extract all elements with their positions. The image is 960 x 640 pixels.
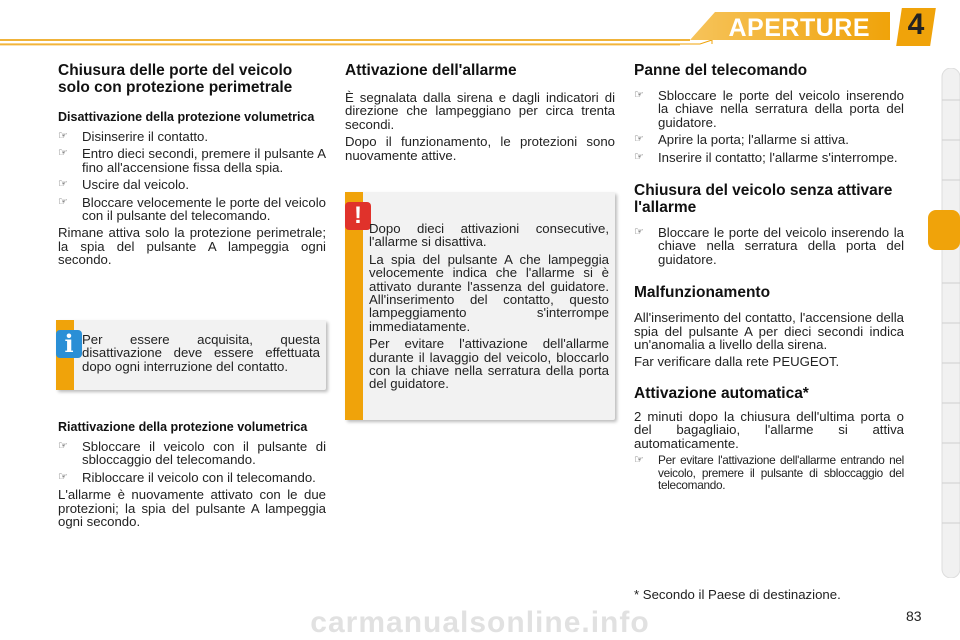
section-title: Attivazione dell'allarme xyxy=(345,62,517,79)
chapter-number: 4 xyxy=(907,8,925,41)
pointing-hand-icon: ☞ xyxy=(58,130,68,142)
chapter-title: APERTURE xyxy=(728,14,870,42)
paragraph: Dopo dieci attivazioni consecutive, l'allarme si disattiva. xyxy=(369,221,609,250)
paragraph: All'inserimento del contatto, l'accensione della spia del pulsante A per dieci secondi indica un'anomalia a livello della sirena. xyxy=(634,310,904,353)
paragraph: La spia del pulsante A che lampeggia velocemente indica che l'allarme si è attivato durante l'assenza del guidatore. All'inserimento del contatto, questo lampeggiamento s'interrompe immediatamente. xyxy=(369,251,609,334)
pointing-hand-icon: ☞ xyxy=(634,89,644,101)
warning-text xyxy=(369,222,609,391)
pointing-hand-icon: ☞ xyxy=(634,150,644,163)
paragraph: Per evitare l'attivazione dell'allarme durante il lavaggio del veicolo, bloccarlo con la chiave nella serratura della porta del guidatore. xyxy=(369,336,609,392)
footnote: * Secondo il Paese di destinazione. xyxy=(634,587,841,602)
list-item: ☞ Ribloccare il veicolo con il telecomando. xyxy=(58,469,316,485)
paragraph: Rimane attiva solo la protezione perimetrale; la spia del pulsante A lampeggia ogni secondo. xyxy=(58,225,326,268)
pointing-hand-icon: ☞ xyxy=(634,133,644,146)
column-left xyxy=(58,62,326,267)
info-box xyxy=(56,320,326,390)
steps-list xyxy=(58,130,326,222)
watermark xyxy=(0,606,960,640)
list-item: ☞ Disinserire il contatto. xyxy=(58,129,209,144)
paragraph: È segnalata dalla sirena e dagli indicatori di direzione che lampeggiano per circa trenta secondi. xyxy=(345,90,615,132)
pointing-hand-icon: ☞ xyxy=(58,440,68,452)
list-item: ☞ Bloccare le porte del veicolo inserendo la chiave nella serratura della porta del guidatore. xyxy=(634,225,904,267)
pointing-hand-icon: ☞ xyxy=(58,195,68,208)
section-title: Attivazione automatica* xyxy=(634,384,809,402)
list-item: ☞ Sbloccare le porte del veicolo inserendo la chiave nella serratura della porta del guidatore. xyxy=(634,88,904,130)
pointing-hand-icon: ☞ xyxy=(58,470,68,483)
warning-box xyxy=(345,192,615,420)
list-item: ☞ Per evitare l'attivazione dell'allarme entrando nel veicolo, premere il pulsante di sbloccaggio del telecomando. xyxy=(634,453,904,492)
paragraph: L'allarme è nuovamente attivato con le due protezioni; la spia del pulsante A lampeggia ogni secondo. xyxy=(58,487,326,530)
pointing-hand-icon: ☞ xyxy=(58,147,68,160)
list-item: ☞ Uscire dal veicolo. xyxy=(58,177,190,193)
chapter-tabs xyxy=(928,68,960,578)
steps-list xyxy=(634,89,904,164)
exclamation-icon: ! xyxy=(345,202,371,230)
paragraph: Far verificare dalla rete PEUGEOT. xyxy=(634,354,840,370)
paragraph: 2 minuti dopo la chiusura dell'ultima porta o del bagagliaio, l'allarme si attiva automaticamente. xyxy=(634,408,904,451)
page-number: 83 xyxy=(906,608,922,624)
section-title: Chiusura del veicolo senza attivare l'allarme xyxy=(634,182,893,217)
watermark-text: carmanualsonline.info xyxy=(310,606,650,639)
subsection-title: Riattivazione della protezione volumetrica xyxy=(58,420,308,434)
section-title: Chiusura delle porte del veicolo solo con protezione perimetrale xyxy=(58,62,293,96)
section-title: Panne del telecomando xyxy=(634,62,808,79)
subsection-title: Disattivazione della protezione volumetrica xyxy=(58,110,315,124)
list-item: ☞ Sbloccare il veicolo con il pulsante di sbloccaggio del telecomando. xyxy=(58,439,326,468)
info-text: Per essere acquisita, questa disattivazione deve essere effettuata dopo ogni interruzione del contatto. xyxy=(82,332,320,374)
list-item: ☞ Entro dieci secondi, premere il pulsante A fino all'accensione fissa della spia. xyxy=(58,146,326,175)
steps-list xyxy=(58,440,326,484)
pointing-hand-icon: ☞ xyxy=(58,178,68,191)
list-item: ☞ Inserire il contatto; l'allarme s'interrompe. xyxy=(634,149,898,165)
steps-list xyxy=(634,226,904,266)
list-item: ☞ Bloccare velocemente le porte del veicolo con il pulsante del telecomando. xyxy=(58,194,326,224)
pointing-hand-icon: ☞ xyxy=(634,226,644,239)
paragraph: Dopo il funzionamento, le protezioni sono nuovamente attive. xyxy=(345,134,615,163)
column-middle xyxy=(345,62,615,162)
info-icon: i xyxy=(56,330,82,358)
list-item: ☞ Aprire la porta; l'allarme si attiva. xyxy=(634,132,849,148)
steps-list xyxy=(634,454,904,491)
column-left-lower xyxy=(58,420,326,528)
column-right xyxy=(634,62,904,495)
pointing-hand-icon: ☞ xyxy=(634,454,644,467)
section-title: Malfunzionamento xyxy=(634,284,771,302)
